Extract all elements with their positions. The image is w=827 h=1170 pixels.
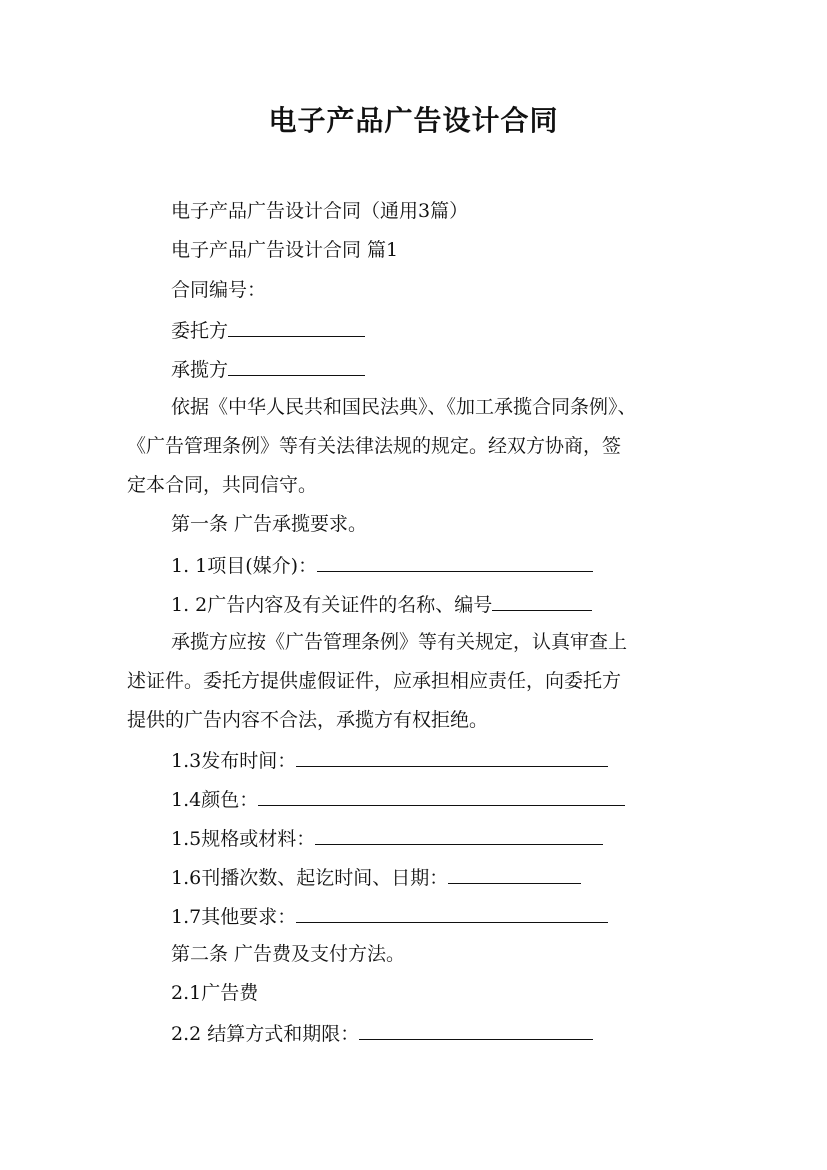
- item-1-1-line: [171, 551, 593, 579]
- item-2-2-label: 2.2 结算方式和期限：: [171, 1023, 360, 1045]
- document-subtitle: [171, 198, 468, 224]
- item-1-1-blank: [317, 551, 593, 572]
- item-1-2-blank: [492, 590, 592, 611]
- item-1-7-blank: [296, 902, 608, 923]
- part-heading-text: 电子产品广告设计合同 篇1: [171, 239, 399, 261]
- item-1-7-line: [171, 902, 608, 930]
- item-1-5-blank: [315, 824, 603, 845]
- review-line-2: [127, 668, 621, 694]
- item-1-6-blank: [448, 863, 581, 884]
- review-line-3: [127, 707, 488, 733]
- item-1-3-label: 1.3发布时间：: [171, 750, 297, 772]
- contractor-label: 承揽方: [171, 359, 229, 381]
- item-1-2-line: [171, 590, 592, 618]
- document-title: 电子产品广告设计合同: [268, 104, 559, 137]
- contract-number-line: [171, 277, 266, 303]
- contract-number-label: 合同编号：: [171, 279, 267, 301]
- contractor-line: [171, 355, 365, 383]
- part-heading: [171, 237, 398, 263]
- item-2-1-label: 2.1广告费: [171, 982, 259, 1004]
- item-1-5-line: [171, 824, 603, 852]
- item-1-2-label: 1. 2广告内容及有关证件的名称、编号: [171, 594, 493, 616]
- item-1-1-label: 1. 1项目(媒介)：: [171, 555, 318, 577]
- subtitle-text: 电子产品广告设计合同（通用3篇）: [171, 200, 469, 222]
- item-1-4-line: [171, 785, 625, 813]
- preamble-line-2: [127, 433, 621, 459]
- preamble-line-1: [171, 394, 637, 420]
- item-1-4-label: 1.4颜色：: [171, 789, 259, 811]
- item-1-6-line: [171, 863, 581, 891]
- client-line: [171, 316, 365, 344]
- preamble-text-2: 《广告管理条例》等有关法律法规的规定。经双方协商，签: [127, 435, 622, 457]
- item-1-3-blank: [296, 746, 608, 767]
- item-1-7-label: 1.7其他要求：: [171, 906, 297, 928]
- article-1-text: 第一条 广告承揽要求。: [171, 513, 368, 535]
- review-text-1: 承揽方应按《广告管理条例》等有关规定，认真审查上: [171, 631, 628, 653]
- article-2-heading: [171, 941, 405, 967]
- item-1-6-label: 1.6刊播次数、起讫时间、日期：: [171, 867, 449, 889]
- item-2-2-line: [171, 1019, 593, 1047]
- item-1-5-label: 1.5规格或材料：: [171, 828, 316, 850]
- contractor-blank: [228, 355, 365, 376]
- preamble-text-1: 依据《中华人民共和国民法典》、《加工承揽合同条例》、: [171, 396, 637, 418]
- article-2-text: 第二条 广告费及支付方法。: [171, 943, 406, 965]
- review-text-3: 提供的广告内容不合法，承揽方有权拒绝。: [127, 709, 489, 731]
- client-label: 委托方: [171, 320, 229, 342]
- preamble-line-3: [127, 472, 317, 498]
- item-2-1-line: [171, 980, 258, 1006]
- article-1-heading: [171, 511, 367, 537]
- item-1-3-line: [171, 746, 608, 774]
- review-line-1: [171, 629, 627, 655]
- client-blank: [228, 316, 365, 337]
- review-text-2: 述证件。委托方提供虚假证件，应承担相应责任，向委托方: [127, 670, 622, 692]
- item-1-4-blank: [258, 785, 625, 806]
- preamble-text-3: 定本合同，共同信守。: [127, 474, 318, 496]
- item-2-2-blank: [359, 1019, 593, 1040]
